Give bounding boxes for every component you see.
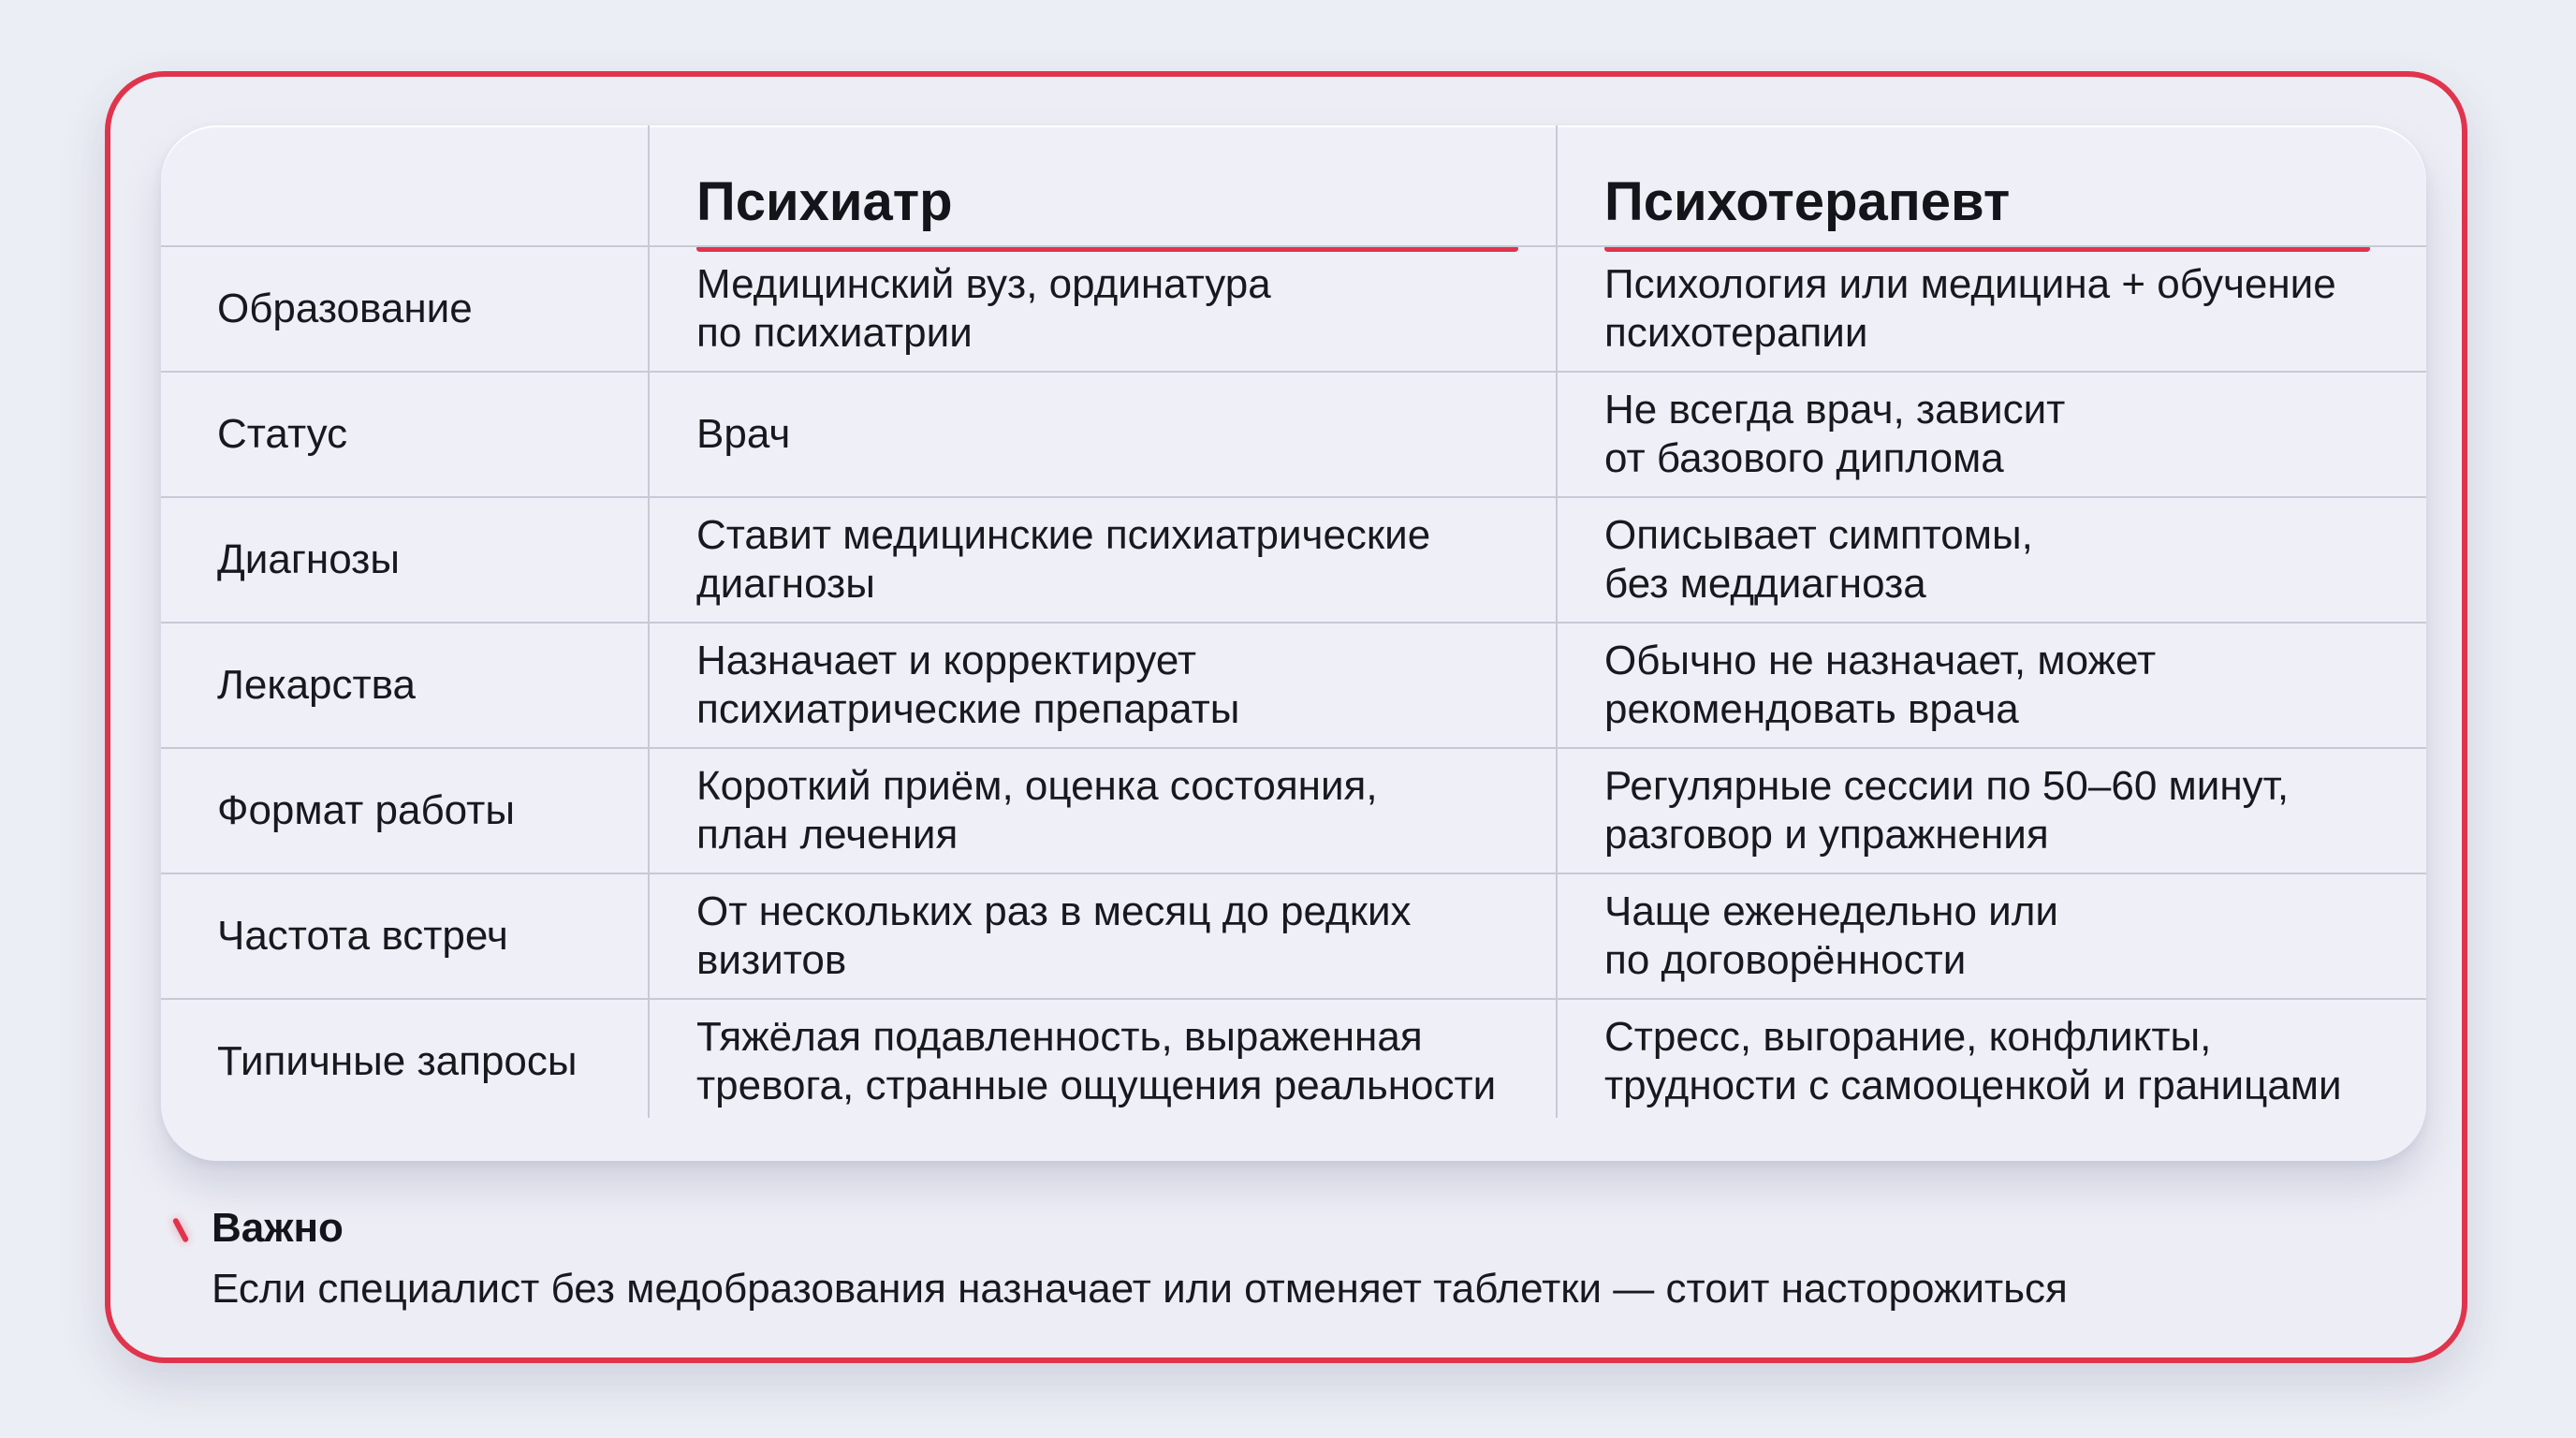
row-label: Диагнозы	[217, 536, 400, 582]
psychiatrist-cell: Назначает и корректирует психиатрические препараты	[696, 637, 1240, 732]
table-row	[161, 372, 2426, 496]
table-row	[161, 497, 2426, 622]
psychotherapist-cell: Не всегда врач, зависит от базового диплома	[1604, 386, 2066, 481]
psychiatrist-cell: От нескольких раз в месяц до редких визитов	[696, 888, 1412, 983]
psychiatrist-cell: Тяжёлая подавленность, выраженная тревога, странные ощущения реальности	[696, 1013, 1497, 1108]
column-header-psychiatrist: Психиатр	[696, 171, 953, 232]
row-label: Статус	[217, 410, 348, 457]
psychotherapist-cell: Обычно не назначает, может рекомендовать врача	[1604, 637, 2157, 732]
psychotherapist-cell: Чаще еженедельно или по договорённости	[1604, 888, 2058, 983]
psychiatrist-cell: Ставит медицинские психиатрические диагнозы	[696, 511, 1431, 607]
comparison-slide-frame	[105, 71, 2467, 1363]
table-row	[161, 246, 2426, 371]
note-text: Если специалист без медобразования назначает или отменяет таблетки — стоит насторожиться	[212, 1266, 2068, 1312]
psychotherapist-cell: Психология или медицина + обучение психотерапии	[1604, 260, 2336, 356]
row-label: Лекарства	[217, 661, 417, 708]
table-row	[161, 748, 2426, 873]
row-label: Частота встреч	[217, 912, 508, 959]
row-label: Типичные запросы	[217, 1037, 578, 1084]
table-row	[161, 999, 2426, 1123]
row-label: Образование	[217, 285, 473, 331]
note-accent-icon	[172, 1217, 189, 1243]
psychotherapist-cell: Описывает симптомы, без меддиагноза	[1604, 511, 2033, 607]
psychiatrist-cell: Короткий приём, оценка состояния, план лечения	[696, 762, 1378, 858]
column-header-psychotherapist: Психотерапевт	[1604, 171, 2011, 232]
table-row	[161, 623, 2426, 747]
psychotherapist-cell: Стресс, выгорание, конфликты, трудности с самооценкой и границами	[1604, 1013, 2342, 1108]
psychotherapist-cell: Регулярные сессии по 50–60 минут, разговор и упражнения	[1604, 762, 2290, 858]
comparison-table	[161, 125, 2426, 1161]
psychiatrist-cell: Медицинский вуз, ординатура по психиатрии	[696, 260, 1271, 356]
note-title: Важно	[212, 1205, 344, 1251]
row-label: Формат работы	[217, 786, 515, 833]
psychiatrist-cell: Врач	[696, 410, 791, 457]
table-row	[161, 873, 2426, 998]
